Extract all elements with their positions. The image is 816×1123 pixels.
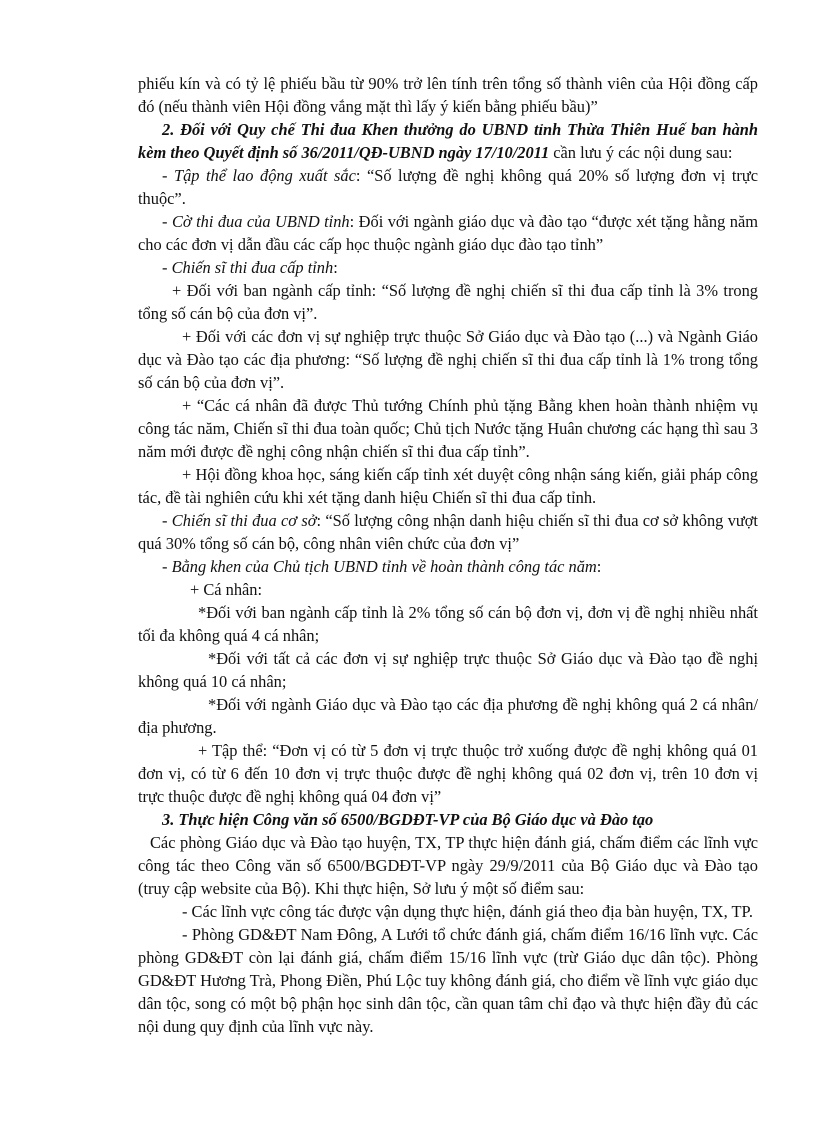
item-co-thi-dua [138, 210, 758, 256]
subitem-tap-the: + Tập thể: “Đơn vị có từ 5 đơn vị trực thuộc trở xuống được đề nghị không quá 01 đơn vị, có từ 6 đến 10 đơn vị trực thuộc được đề nghị không quá 02 đơn vị, trên 10 đơn vị trực thuộc được đề nghị không quá 04 đơn vị” [138, 741, 758, 806]
section-2-title: 2. Đối với Quy chế Thi đua Khen thưởng do UBND tỉnh Thừa Thiên Huế ban hành kèm theo Quyết định số 36/2011/QĐ-UBND ngày 17/10/2011 [138, 120, 758, 162]
item-chien-si-co-so-text: : “Số lượng công nhận danh hiệu chiến sĩ thi đua cơ sở không vượt quá 30% tổng số cán bộ, công nhân viên chức của đơn vị” [138, 511, 758, 553]
item-chien-si-cap-tinh [138, 256, 758, 279]
section-3-title: 3. Thực hiện Công văn số 6500/BGDĐT-VP của Bộ Giáo dục và Đào tạo [162, 810, 654, 829]
item-tap-the-lao-dong-label: Tập thể lao động xuất sắc [173, 166, 356, 185]
subitem-ban-nganh: + Đối với ban ngành cấp tỉnh: “Số lượng đề nghị chiến sĩ thi đua cấp tỉnh là 3% trong tổng số cán bộ của đơn vị”. [138, 281, 758, 323]
section-3-heading [138, 808, 758, 831]
paragraph-cong-van-6500: Các phòng Giáo dục và Đào tạo huyện, TX, TP thực hiện đánh giá, chấm điểm các lĩnh vực công tác theo Công văn số 6500/BGDĐT-VP ngày 29/9/2011 của Bộ Giáo dục và Đào tạo (truy cập website của Bộ). Khi thực hiện, Sở lưu ý một số điểm sau: [138, 833, 758, 898]
item-tap-the-lao-dong [138, 164, 758, 210]
item-chien-si-co-so [138, 509, 758, 555]
item-chien-si-cap-tinh-text: : [333, 258, 338, 277]
item-chien-si-co-so-label: Chiến sĩ thi đua cơ sở [171, 511, 317, 530]
paragraph-linh-vuc-van-dung: - Các lĩnh vực công tác được vận dụng thực hiện, đánh giá theo địa bàn huyện, TX, TP. [182, 902, 753, 921]
paragraph-hoi-dong-vote: phiếu kín và có tỷ lệ phiếu bầu từ 90% trở lên tính trên tổng số thành viên của Hội đồng cấp đó (nếu thành viên Hội đồng vắng mặt thì lấy ý kiến bằng phiếu bầu)” [138, 74, 758, 116]
subitem-hoi-dong-khoa-hoc: + Hội đồng khoa học, sáng kiến cấp tỉnh xét duyệt công nhận sáng kiến, giải pháp công tác, đề tài nghiên cứu khi xét tặng danh hiệu Chiến sĩ thi đua cấp tỉnh. [138, 465, 758, 507]
paragraph-phong-gd-dt: - Phòng GD&ĐT Nam Đông, A Lưới tổ chức đánh giá, chấm điểm 16/16 lĩnh vực. Các phòng GD&ĐT còn lại đánh giá, chấm điểm 15/16 lĩnh vực (trừ Giáo dục dân tộc). Phòng GD&ĐT Hương Trà, Phong Điền, Phú Lộc tuy không đánh giá, cho điểm về lĩnh vực giáo dục dân tộc, song có một bộ phận học sinh dân tộc, cần quan tâm chỉ đạo và thực hiện đầy đủ các nội dung quy định của lĩnh vực này. [138, 925, 758, 1036]
dash: - [162, 511, 172, 530]
subitem-ca-nhan: + Cá nhân: [190, 580, 263, 599]
item-chien-si-cap-tinh-label: Chiến sĩ thi đua cấp tỉnh [171, 258, 334, 277]
item-bang-khen-label: Bằng khen của Chủ tịch UBND tỉnh về hoàn thành công tác năm [171, 557, 597, 576]
dash: - [162, 212, 172, 231]
section-2-heading [138, 118, 758, 164]
item-co-thi-dua-text: : Đối với ngành giáo dục và đào tạo “được xét tặng hằng năm cho các đơn vị dẫn đầu các cấp học thuộc ngành giáo dục đào tạo tỉnh” [138, 212, 758, 254]
star-item-don-vi-su-nghiep: *Đối với tất cả các đơn vị sự nghiệp trực thuộc Sở Giáo dục và Đào tạo đề nghị không quá 10 cá nhân; [138, 649, 758, 691]
star-item-dia-phuong: *Đối với ngành Giáo dục và Đào tạo các địa phương đề nghị không quá 2 cá nhân/địa phương. [138, 695, 758, 737]
subitem-ca-nhan-bang-khen: + “Các cá nhân đã được Thủ tướng Chính phủ tặng Bằng khen hoàn thành nhiệm vụ công tác năm, Chiến sĩ thi đua toàn quốc; Chủ tịch Nước tặng Huân chương các hạng thì sau 3 năm mới được đề nghị công nhận chiến sĩ thi đua cấp tỉnh”. [138, 396, 758, 461]
item-bang-khen-text: : [596, 557, 602, 576]
dash: - [162, 557, 172, 576]
item-tap-the-lao-dong-text: : “Số lượng đề nghị không quá 20% số lượng đơn vị trực thuộc”. [138, 166, 758, 208]
section-2-title-tail: cần lưu ý các nội dung sau: [549, 143, 733, 162]
dash: - [162, 166, 174, 185]
item-co-thi-dua-label: Cờ thi đua của UBND tỉnh [171, 212, 350, 231]
item-bang-khen [138, 555, 758, 578]
subitem-don-vi-su-nghiep: + Đối với các đơn vị sự nghiệp trực thuộc Sở Giáo dục và Đào tạo (...) và Ngành Giáo dục và Đào tạo các địa phương: “Số lượng đề nghị chiến sĩ thi đua cấp tỉnh là 1% trong tổng số cán bộ của đơn vị”. [138, 327, 758, 392]
star-item-ban-nganh: *Đối với ban ngành cấp tỉnh là 2% tổng số cán bộ đơn vị, đơn vị đề nghị nhiều nhất tối đa không quá 4 cá nhân; [138, 603, 758, 645]
dash: - [162, 258, 172, 277]
